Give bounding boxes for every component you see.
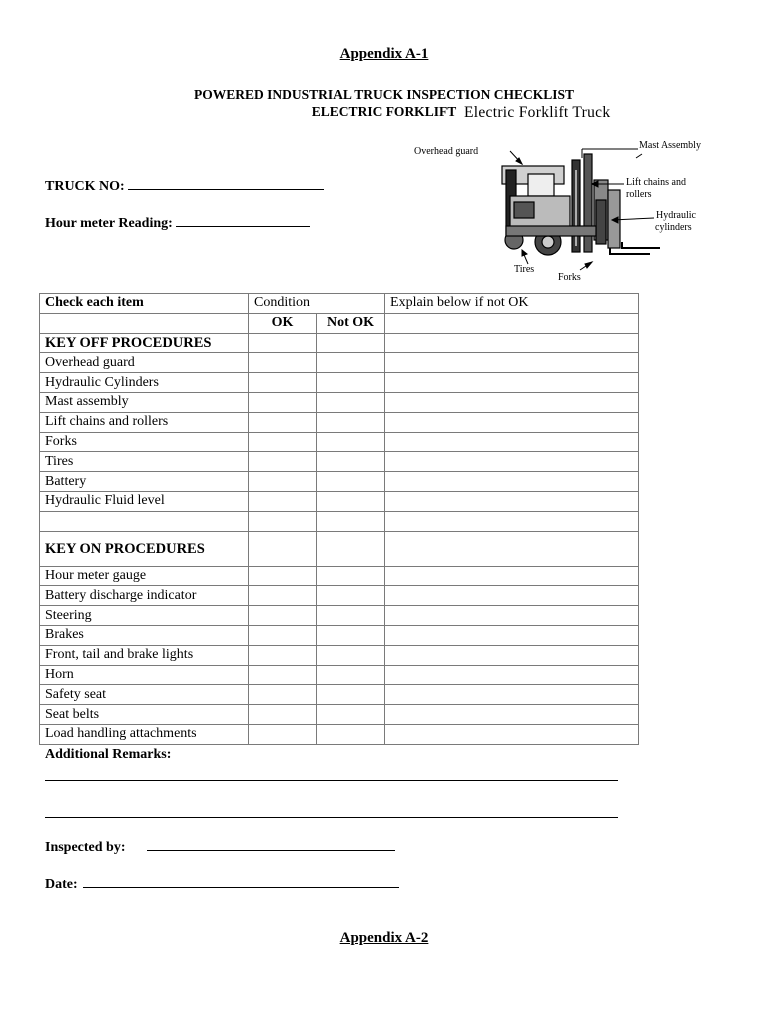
inspection-table [39,293,639,745]
checklist-subtitle: ELECTRIC FORKLIFT [311,104,457,119]
ok-cell[interactable] [249,333,317,353]
table-row [40,665,639,685]
ok-cell[interactable] [249,645,317,665]
additional-remarks-label: Additional Remarks: [45,747,172,762]
not-ok-cell[interactable] [317,491,385,511]
ok-cell[interactable] [249,566,317,586]
item-label: Safety seat [40,685,249,705]
date-label: Date: [45,877,78,892]
item-label: Seat belts [40,705,249,725]
section-row-key-off [40,333,639,353]
label-overhead-guard: Overhead guard [414,146,479,157]
hour-meter-label: Hour meter Reading: [45,216,173,231]
label-forks: Forks [558,272,581,283]
explain-cell[interactable] [385,705,639,725]
explain-cell[interactable] [385,432,639,452]
empty-cell [385,313,639,333]
label-hydraulic: Hydraulic [656,210,696,221]
explain-cell[interactable] [385,353,639,373]
label-tires: Tires [514,264,535,275]
empty-cell [40,313,249,333]
not-ok-cell[interactable] [317,392,385,412]
section-heading-key-on: KEY ON PROCEDURES [40,531,249,566]
item-label: Front, tail and brake lights [40,645,249,665]
ok-cell[interactable] [249,412,317,432]
explain-cell[interactable] [385,645,639,665]
not-ok-cell[interactable] [317,353,385,373]
explain-cell[interactable] [385,491,639,511]
item-label: Steering [40,606,249,626]
not-ok-cell[interactable] [317,705,385,725]
forklift-figure [410,130,730,290]
ok-cell[interactable] [249,353,317,373]
item-label: Forks [40,432,249,452]
table-row [40,373,639,393]
item-label: Overhead guard [40,353,249,373]
explain-cell[interactable] [385,586,639,606]
explain-cell[interactable] [385,531,639,566]
table-row [40,472,639,492]
explain-cell[interactable] [385,511,639,531]
explain-cell[interactable] [385,472,639,492]
ok-cell[interactable] [249,606,317,626]
item-label: Lift chains and rollers [40,412,249,432]
table-row [40,452,639,472]
explain-cell[interactable] [385,665,639,685]
header-explain: Explain below if not OK [385,294,639,314]
item-label [40,511,249,531]
item-label: Brakes [40,625,249,645]
not-ok-cell[interactable] [317,452,385,472]
table-row [40,586,639,606]
explain-cell[interactable] [385,685,639,705]
explain-cell[interactable] [385,333,639,353]
ok-cell[interactable] [249,392,317,412]
header-check-item: Check each item [40,294,249,314]
hour-meter-field [45,212,310,232]
table-header-row [40,294,639,314]
explain-cell[interactable] [385,412,639,432]
label-rollers: rollers [626,189,652,200]
table-row [40,412,639,432]
explain-cell[interactable] [385,373,639,393]
item-label: Horn [40,665,249,685]
table-row [40,625,639,645]
hour-meter-blank[interactable] [176,212,310,227]
table-row [40,566,639,586]
not-ok-cell[interactable] [317,665,385,685]
table-row [40,724,639,744]
item-label: Load handling attachments [40,724,249,744]
remarks-line-2[interactable] [45,817,618,818]
truck-no-label: TRUCK NO: [45,179,125,194]
not-ok-cell[interactable] [317,606,385,626]
ok-cell[interactable] [249,586,317,606]
appendix-heading-next: Appendix A-2 [339,930,429,946]
label-cylinders: cylinders [655,222,692,233]
ok-cell[interactable] [249,531,317,566]
not-ok-cell[interactable] [317,432,385,452]
ok-cell[interactable] [249,665,317,685]
not-ok-cell[interactable] [317,472,385,492]
ok-cell[interactable] [249,472,317,492]
section-row-key-on [40,531,639,566]
item-label: Hydraulic Fluid level [40,491,249,511]
explain-cell[interactable] [385,566,639,586]
not-ok-cell[interactable] [317,685,385,705]
label-mast-assembly: Mast Assembly [639,140,701,151]
item-label: Hour meter gauge [40,566,249,586]
not-ok-cell[interactable] [317,586,385,606]
ok-cell[interactable] [249,625,317,645]
table-row [40,606,639,626]
header-condition: Condition [249,294,385,314]
table-row [40,685,639,705]
not-ok-cell[interactable] [317,412,385,432]
header-ok: OK [249,313,317,333]
not-ok-cell[interactable] [317,645,385,665]
not-ok-cell[interactable] [317,531,385,566]
not-ok-cell[interactable] [317,511,385,531]
item-label: Battery [40,472,249,492]
ok-cell[interactable] [249,685,317,705]
figure-title: Electric Forklift Truck [464,104,611,121]
explain-cell[interactable] [385,606,639,626]
ok-cell[interactable] [249,491,317,511]
table-subheader-row [40,313,639,333]
item-label: Tires [40,452,249,472]
truck-no-field [45,175,324,195]
header-not-ok: Not OK [317,313,385,333]
inspected-by-blank[interactable] [147,836,395,851]
table-row-blank [40,511,639,531]
explain-cell[interactable] [385,625,639,645]
appendix-heading: Appendix A-1 [339,46,429,62]
date-field [45,873,399,893]
not-ok-cell[interactable] [317,373,385,393]
not-ok-cell[interactable] [317,566,385,586]
ok-cell[interactable] [249,432,317,452]
table-row [40,705,639,725]
item-label: Battery discharge indicator [40,586,249,606]
not-ok-cell[interactable] [317,724,385,744]
ok-cell[interactable] [249,452,317,472]
table-row [40,491,639,511]
ok-cell[interactable] [249,373,317,393]
not-ok-cell[interactable] [317,625,385,645]
ok-cell[interactable] [249,705,317,725]
item-label: Mast assembly [40,392,249,412]
item-label: Hydraulic Cylinders [40,373,249,393]
table-row [40,645,639,665]
inspected-by-field [45,836,395,856]
not-ok-cell[interactable] [317,333,385,353]
explain-cell[interactable] [385,724,639,744]
table-row [40,392,639,412]
truck-no-blank[interactable] [128,175,324,190]
checklist-title: POWERED INDUSTRIAL TRUCK INSPECTION CHECKLIST [193,87,575,102]
explain-cell[interactable] [385,392,639,412]
ok-cell[interactable] [249,511,317,531]
table-row [40,432,639,452]
inspected-by-label: Inspected by: [45,840,126,855]
explain-cell[interactable] [385,452,639,472]
ok-cell[interactable] [249,724,317,744]
date-blank[interactable] [83,873,399,888]
label-lift-chains: Lift chains and [626,177,686,188]
section-heading-key-off: KEY OFF PROCEDURES [40,333,249,353]
table-row [40,353,639,373]
remarks-line-1[interactable] [45,780,618,781]
